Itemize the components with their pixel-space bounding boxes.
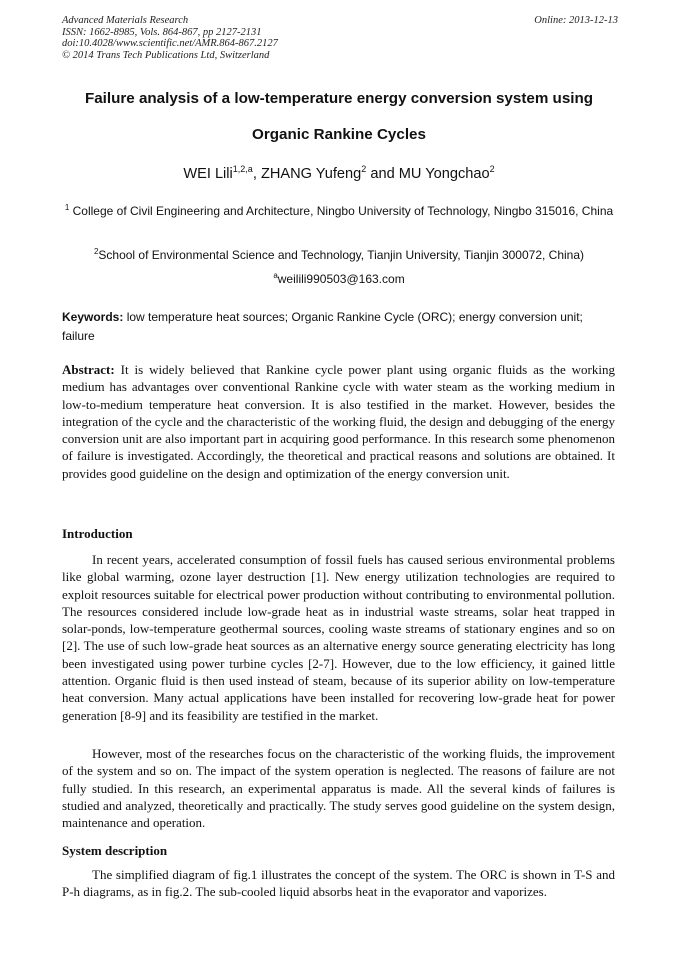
journal-name: Advanced Materials Research: [62, 15, 189, 26]
email-address: weilili990503@163.com: [277, 272, 405, 286]
author-1-affiliation: 1,2,a: [232, 164, 253, 174]
introduction-paragraph-2: However, most of the researches focus on the characteristic of the working fluids, the improvement of the system and so on. The impact of the system operation is neglected. The reasons of failure are not fully studied. In this research, an experimental apparatus is made. All the several kinds of failures is studied and analyzed, theoretically and practically. The study serves good guideline on the system design, maintenance and operation.: [62, 746, 615, 831]
affiliation-2-text: School of Environmental Science and Technology, Tianjin University, Tianjin 300072, China): [98, 248, 585, 262]
author-email: [56, 270, 622, 288]
keywords-text: low temperature heat sources; Organic Rankine Cycle (ORC); energy conversion unit; failure: [62, 310, 583, 343]
keywords: [62, 308, 618, 346]
abstract-label: Abstract:: [62, 362, 115, 377]
author-list: [40, 166, 638, 182]
keywords-label: Keywords:: [62, 310, 124, 324]
author-2: ZHANG Yufeng: [260, 166, 362, 182]
author-1: WEI Lili: [183, 166, 233, 182]
author-separator: and: [366, 166, 399, 182]
issn-line: ISSN: 1662-8985, Vols. 864-867, pp 2127-2131: [62, 26, 262, 38]
affiliation-1-text: College of Civil Engineering and Architecture, Ningbo University of Technology, Ningbo 315016, China: [69, 204, 614, 218]
system-description-paragraph-1: The simplified diagram of fig.1 illustrates the concept of the system. The ORC is shown in T-S and P-h diagrams, as in fig.2. The sub-cooled liquid absorbs heat in the evaporator and vaporizes.: [62, 867, 615, 900]
paper-title-line-2: Organic Rankine Cycles: [252, 126, 426, 143]
copyright-line: © 2014 Trans Tech Publications Ltd, Switzerland: [62, 49, 270, 61]
paper-title-line-1: Failure analysis of a low-temperature energy conversion system using: [84, 90, 594, 107]
section-heading-introduction: Introduction: [62, 526, 133, 541]
journal-header: [62, 15, 618, 61]
affiliation-1-marker: 1: [64, 203, 70, 212]
affiliation-1: [56, 202, 622, 220]
online-date: Online: 2013-12-13: [534, 15, 618, 26]
author-2-affiliation: 2: [361, 164, 367, 174]
abstract: [62, 361, 615, 482]
author-separator: ,: [252, 166, 261, 182]
doi-line: doi:10.4028/www.scientific.net/AMR.864-867.2127: [62, 38, 278, 50]
author-3-affiliation: 2: [489, 164, 495, 174]
affiliation-2-marker: 2: [93, 247, 99, 256]
introduction-paragraph-1: In recent years, accelerated consumption of fossil fuels has caused serious environmental problems like global warming, ozone layer destruction [1]. New energy utilization technologies are required to exploit resources suitable for electrical power production without contributing to environmental pollution. The resources considered include low-grade heat as in industrial waste streams, solar heat trapped in solar-ponds, low-temperature geothermal sources, cooling waste streams of stationary engines and so on [2]. The use of such low-grade heat sources as an alternative energy source generating electricity has long been investigated using power turbine cycles [2-7]. However, due to the low efficiency, it gained little attention. Organic fluid is then used instead of steam, because of its superior ability on low-temperature heat conversion. Many actual applications have been installed for recovering low-grade heat for power generation [8-9] and its feasibility are testified in the market.: [62, 552, 615, 723]
author-3: MU Yongchao: [398, 166, 490, 182]
affiliation-2: [56, 246, 622, 264]
email-marker: a: [273, 271, 278, 280]
section-heading-system-description: System description: [62, 843, 168, 858]
abstract-text: It is widely believed that Rankine cycle power plant using organic fluids as the working medium has advantages over conventional Rankine cycle with water steam as the working medium in low-to-medium temperature heat conversion. It is also testified in the market. However, besides the integration of the cycle and the characteristic of the working fluid, the design and debugging of the energy conversion unit are also important part in acquiring good performance. In this research some phenomenon of failure is investigated. Accordingly, the theoretical and practical reasons and solutions are obtained. It provides good guideline on the design and optimization of the energy conversion unit.: [62, 362, 615, 481]
